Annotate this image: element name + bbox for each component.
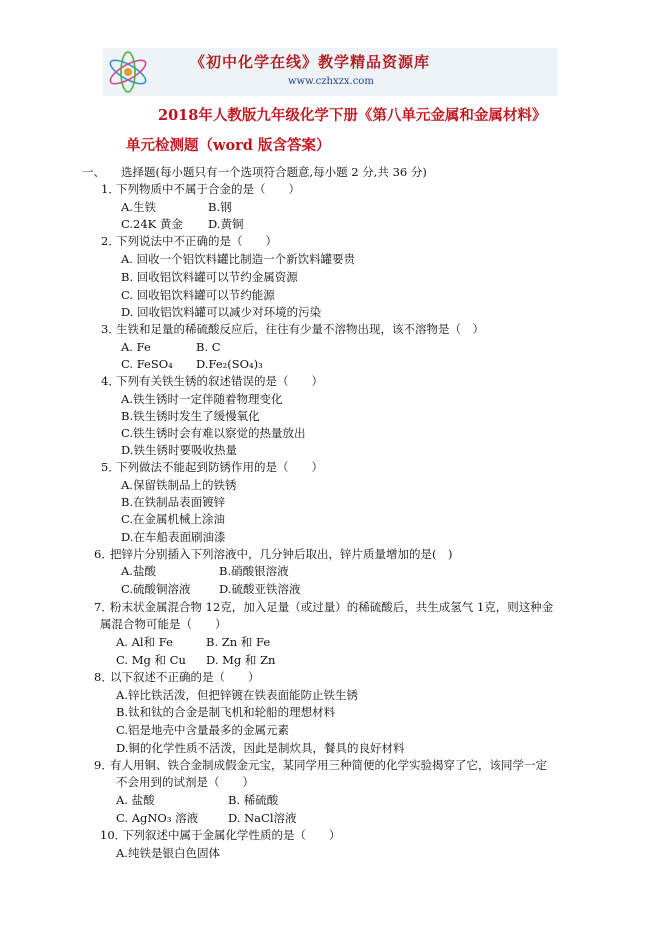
option-a: A.保留铁制品上的铁锈 (121, 478, 237, 492)
option-b: B. 回收铝饮料罐可以节约金属资源 (121, 270, 298, 284)
option-d: D. Mg 和 Zn (206, 653, 276, 667)
question-stem: 以下叙述不正确的是（ ） (110, 670, 260, 684)
question-stem: 把锌片分别插入下列溶液中，几分钟后取出，锌片质量增加的是( ) (110, 547, 453, 561)
option-a: A. 盐酸 (116, 793, 155, 807)
option-b: B.铁生锈时发生了缓慢氧化 (121, 409, 260, 423)
option-d: D. NaCl溶液 (228, 811, 297, 825)
option-c: C.铁生锈时会有难以察觉的热量放出 (121, 426, 306, 440)
option-d: D. 回收铝饮料罐可以减少对环境的污染 (121, 305, 322, 319)
option-c: C. FeSO₄ (121, 357, 173, 371)
option-a: A. 回收一个铝饮料罐比制造一个新饮料罐要贵 (121, 252, 356, 266)
atom-logo-icon (103, 50, 153, 94)
question-stem: 下列叙述中属于金属化学性质的是（ ） (122, 828, 341, 842)
option-d: D.黄铜 (208, 217, 244, 231)
question-number: 2． (101, 234, 120, 248)
question-stem: 有人用铜、铁合金制成假金元宝，某同学用三种简便的化学实验揭穿了它，该同学一定 (110, 758, 547, 772)
banner-url[interactable]: www.czhxzx.com (288, 76, 374, 87)
option-d: D.硫酸亚铁溶液 (219, 582, 301, 596)
option-b: B.硝酸银溶液 (219, 564, 289, 578)
question-number: 7． (94, 600, 113, 614)
question-stem: 下列有关铁生锈的叙述错误的是（ ） (116, 374, 323, 388)
option-b: B. C (196, 340, 221, 354)
question-stem: 下列说法中不正确的是（ ） (116, 234, 277, 248)
question-number: 6． (94, 547, 113, 561)
option-c: C.在金属机械上涂油 (121, 512, 226, 526)
question-number: 4． (101, 374, 120, 388)
option-b: B.钢 (208, 200, 232, 214)
option-c: C. AgNO₃ 溶液 (116, 811, 199, 825)
option-d: D.在车船表面刷油漆 (121, 530, 226, 544)
question-stem-continued: 属混合物可能是（ ） (100, 617, 227, 631)
doc-title-line2: 单元检测题（word 版含答案） (126, 137, 331, 154)
section-heading: 选择题(每小题只有一个选项符合题意,每小题 2 分,共 36 分) (121, 165, 427, 179)
option-a: A. Al和 Fe (116, 635, 173, 649)
option-a: A.锌比铁活泼，但把锌镀在铁表面能防止铁生锈 (116, 688, 358, 702)
question-stem: 生铁和足量的稀硫酸反应后，往往有少量不溶物出现，该不溶物是（ ） (116, 322, 484, 336)
question-stem: 下列做法不能起到防锈作用的是（ ） (116, 460, 323, 474)
option-a: A.铁生锈时一定伴随着物理变化 (121, 392, 283, 406)
question-number: 3． (101, 322, 120, 336)
question-stem: 粉末状金属混合物 12克，加入足量（或过量）的稀硫酸后，共生成氢气 1克，则这种金 (110, 600, 554, 614)
option-d: D.铁生锈时要吸收热量 (121, 443, 237, 457)
question-stem-continued: 不会用到的试剂是（ ） (116, 775, 254, 789)
option-b: B. Zn 和 Fe (206, 635, 271, 649)
option-a: A. Fe (121, 340, 151, 354)
option-c: C. Mg 和 Cu (116, 653, 186, 667)
banner-title: 《初中化学在线》教学精品资源库 (190, 53, 431, 71)
question-number: 1． (101, 182, 120, 196)
option-a: A.盐酸 (121, 564, 156, 578)
option-b: B.在铁制品表面镀锌 (121, 495, 226, 509)
question-number: 5． (101, 460, 120, 474)
option-a: A.纯铁是银白色固体 (116, 846, 220, 860)
option-d: D.铜的化学性质不活泼，因此是制炊具，餐具的良好材料 (116, 741, 405, 755)
option-a: A.生铁 (121, 200, 156, 214)
question-number: 9． (94, 758, 113, 772)
option-c: C. 回收铝饮料罐可以节约能源 (121, 288, 275, 302)
doc-title-line1: 2018年人教版九年级化学下册《第八单元金属和金属材料》 (158, 107, 547, 124)
option-b: B.钛和钛的合金是制飞机和轮船的理想材料 (116, 705, 336, 719)
option-c: C.铝是地壳中含量最多的金属元素 (116, 723, 290, 737)
option-b: B. 稀硫酸 (228, 793, 279, 807)
question-number: 8． (94, 670, 113, 684)
question-number: 10． (100, 828, 127, 842)
section-number: 一、 (82, 165, 105, 179)
question-stem: 下列物质中不属于合金的是（ ） (116, 182, 300, 196)
option-c: C.硫酸铜溶液 (121, 582, 191, 596)
option-c: C.24K 黄金 (121, 217, 183, 231)
option-d: D.Fe₂(SO₄)₃ (196, 357, 263, 371)
